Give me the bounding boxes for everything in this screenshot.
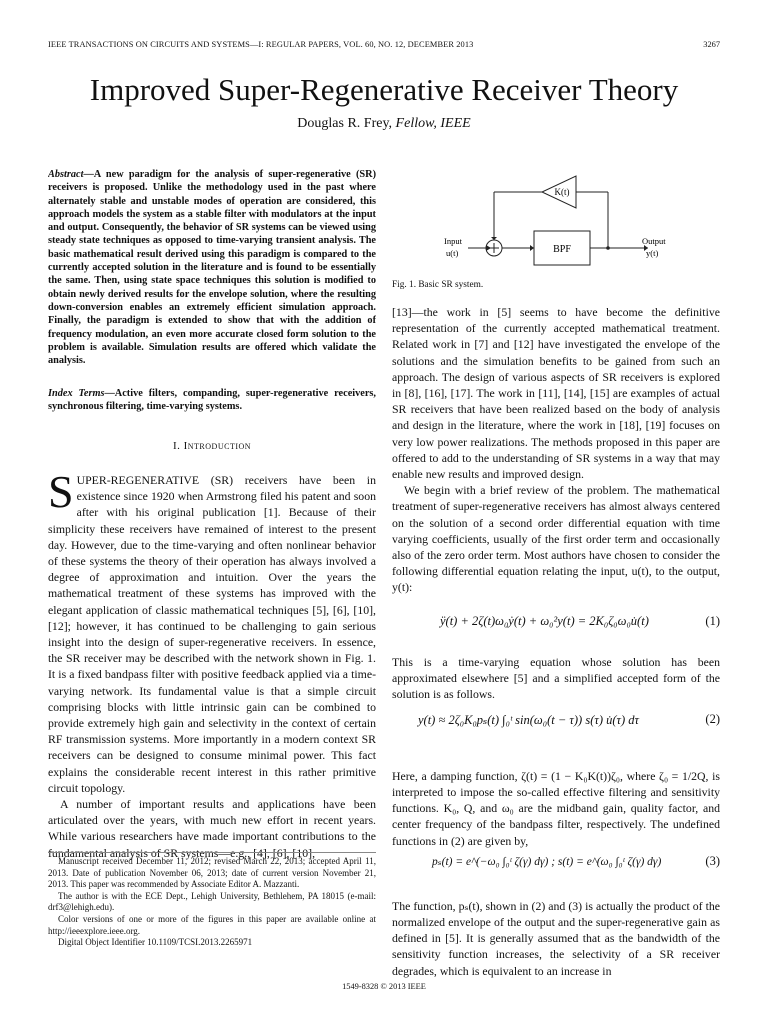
drop-cap: S <box>48 472 74 517</box>
author-grade: Fellow, IEEE <box>395 116 471 131</box>
figure-1-caption: Fig. 1. Basic SR system. <box>392 280 484 290</box>
footnotes <box>48 856 376 949</box>
section-numeral: I. <box>172 440 181 452</box>
author-line <box>0 116 768 132</box>
abstract <box>48 168 376 367</box>
equation-2-body: y(t) ≈ 2ζ₀K₀pₛ(t) ∫₀ᵗ sin(ω₀(t − τ)) s(τ) u̇(τ) dτ <box>418 713 640 727</box>
right-paragraph-4: Here, a damping function, ζ(t) = (1 − K₀K(t))ζ₀, where ζ₀ = 1/2Q, is interpreted to impose the so-called effective filtering and sensitivity functions. K₀, Q, and ω₀ are the midband gain, quality factor, and center frequency of the bandpass filter, respectively. The undefined functions in (2) are given by, <box>392 768 720 848</box>
intro-paragraph-1 <box>48 472 376 796</box>
right-paragraph-3: This is a time-varying equation whose solution has been approximated elsewhere [5] and a simplified accepted form of the solution is as follows. <box>392 654 720 702</box>
equation-3-number: (3) <box>705 854 720 868</box>
author-name: Douglas R. Frey, <box>297 116 393 131</box>
running-head-page-number: 3267 <box>703 40 720 49</box>
right-paragraph-1: [13]—the work in [5] seems to have become the definitive representation of the currently accepted mathematical treatment. Related work in [7] and [12] have investigated the envelope of the solutions and the simulation benefits to be gained from such an approach. The design of various aspects of SR receivers is explored in [8], [16], [17]. The work in [11], [14], [15] are examples of actual SR receivers that have been realized based on the body of analysis and design in the literature, where the work in [18], [19] focuses on very low power realizations. The methods proposed in this paper are offered to add to the understanding of SR systems in a way that may enable new results and improved design. <box>392 305 720 482</box>
footnote-color: Color versions of one or more of the figures in this paper are available online at http://ieeexplore.ieee.org. <box>48 913 376 936</box>
abstract-text: —A new paradigm for the analysis of super-regenerative (SR) receivers is proposed. Unlike the methodology used in the past where alternately stable and unstable modes of operation are considered, this approach models the system as a stable filter with modulators at the input and output. Consequently, the behavior of SR systems can be viewed using steady state techniques as opposed to time-varying transient analysis. The basic mathematical result derived using this paradigm is compared to the currently accepted solution in the literature and is found to be essentially the same. Then, using state space techniques this solution is modified to obtain newly derived results for the envelope solution, where the resulting down-conversion enables an extremely efficient simulation approach. Finally, the paradigm is extended to show that with the addition of frequency modulation, an even more accurate closed form solution to the problem is available. Simulation results are offered which validate the analysis. <box>48 169 376 367</box>
intro-paragraph-1-text: UPER-REGENERATIVE (SR) receivers have been in existence since 1920 when Armstrong filed his patent and soon after with his original publication [1]. Because of their simplicity these receivers have remained of interest to the present day. However, due to the time-varying and often nonlinear behavior of these systems the theory of their operation has always involved a degree of approximation and intuition. Over the years the mathematical treatment of these systems has improved with the elegant application of classic mathematical techniques [5], [6], [10], [12]; however, it has continued to be challenging to gain serious insight into the design of super-regenerative receivers. In essence, the SR receiver may be described with the network shown in Fig. 1. It is a fixed bandpass filter with positive feedback applied via a time-varying network. Its fundamental value is that a simple circuit comprising blocks with little intrinsic gain can be combined to provide extremely high gain and selectivity in the context of certain RF transmission systems. More importantly in a modern context SR receivers can be designed to consume minimal power. This fact explains the considerable recent interest in this rather primitive circuit topology. <box>48 473 376 795</box>
input-signal-label: u(t) <box>446 248 459 258</box>
equation-3 <box>392 846 720 876</box>
equation-1-body: ÿ(t) + 2ζ(t)ω₀ẏ(t) + ω₀²y(t) = 2K₀ζ₀ω₀u̇(t) <box>440 614 649 628</box>
page-footer: 1549-8328 © 2013 IEEE <box>342 982 426 991</box>
footnote-rule <box>48 852 376 853</box>
block-diagram-svg <box>416 168 716 280</box>
output-label: Output <box>642 236 666 246</box>
right-paragraph-5: The function, pₛ(t), shown in (2) and (3) is actually the product of the normalized envelope of the output and the super-regenerative gain as defined in [5]. It is generally assumed that as the bandwidth of the sensitivity function increases, the selectivity of a SR receiver degrades, which is equivalent to an increase in <box>392 898 720 978</box>
intro-body <box>48 472 376 861</box>
running-head-journal: IEEE TRANSACTIONS ON CIRCUITS AND SYSTEMS—I: REGULAR PAPERS, VOL. 60, NO. 12, DECEMBER 2013 <box>48 40 474 49</box>
equation-1-number: (1) <box>705 614 720 628</box>
footnote-manuscript: Manuscript received December 11, 2012; revised March 22, 2013; accepted April 11, 2013. Date of publication November 06, 2013; date of current version November 21, 2013. This paper was recommended by Associate Editor A. Mazzanti. <box>48 856 376 890</box>
index-terms <box>48 387 376 414</box>
footnote-affiliation: The author is with the ECE Dept., Lehigh University, Bethlehem, PA 18015 (e-mail: drf3@lehigh.edu). <box>48 890 376 913</box>
bpf-label: BPF <box>553 244 571 255</box>
section-heading <box>48 440 376 452</box>
figure-1-diagram <box>416 168 716 280</box>
index-terms-lead: Index Terms <box>48 388 105 399</box>
index-terms-text: —Active filters, companding, super-regenerative receivers, synchronous filtering, time-varying systems. <box>48 388 376 413</box>
equation-2 <box>392 702 720 742</box>
equation-2-number: (2) <box>705 712 720 726</box>
section-title: Introduction <box>183 440 252 452</box>
intro-paragraph-2: A number of important results and applications have been articulated over the years, with much new effort in recent years. While various researchers have made important contributions to the fundamental analysis of SR systems—e.g., [4], [6], [10], <box>48 797 376 860</box>
abstract-lead: Abstract <box>48 169 84 180</box>
right-paragraph-2: We begin with a brief review of the problem. The mathematical treatment of super-regenerative receivers has almost always centered on the solution of a second order differential equation with time varying coefficients, usually of the first order term and occasionally also of the zero order term. Most authors have chosen to consider the following differential equation relating the input, u(t), to the output, y(t): <box>392 483 720 595</box>
footnote-doi: Digital Object Identifier 10.1109/TCSI.2013.2265971 <box>58 937 253 948</box>
equation-3-body: pₛ(t) = e^(−ω₀ ∫₀ᵗ ζ(γ) dγ) ; s(t) = e^(ω₀ ∫₀ᵗ ζ(γ) dγ) <box>432 856 662 868</box>
right-column-text-4 <box>392 886 720 991</box>
paper-title: Improved Super-Regenerative Receiver Theory <box>89 72 679 107</box>
feedback-gain-label: K(t) <box>554 187 570 197</box>
output-signal-label: y(t) <box>646 248 659 258</box>
right-column-text-3 <box>392 756 720 861</box>
right-column-text-1 <box>392 304 720 596</box>
input-label: Input <box>444 236 462 246</box>
